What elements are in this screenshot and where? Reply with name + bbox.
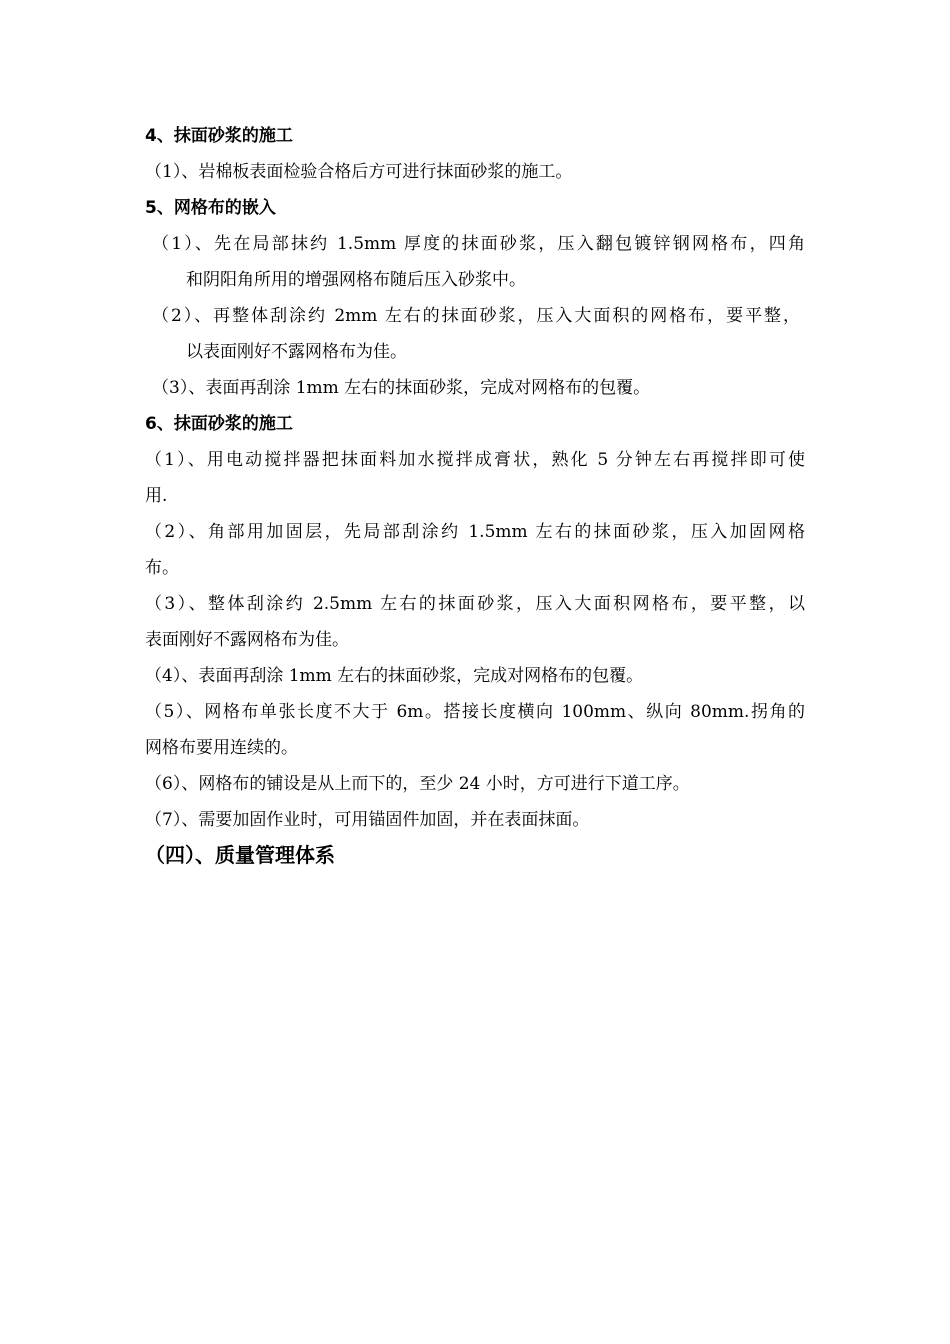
paragraph-line: （3）、整体刮涂约 2.5mm 左右的抹面砂浆，压入大面积网格布，要平整，以 [145,594,805,614]
paragraph-line: 布。 [145,558,179,578]
section-heading-4: 4、抹面砂浆的施工 [145,126,293,146]
paragraph-line: （7）、需要加固作业时，可用锚固件加固，并在表面抹面。 [145,810,590,830]
paragraph-line: （1）、先在局部抹约 1.5mm 厚度的抹面砂浆，压入翻包镀锌钢网格布，四角 [152,234,805,254]
paragraph-line: （3）、表面再刮涂 1mm 左右的抹面砂浆，完成对网格布的包覆。 [152,378,651,398]
paragraph-line: （5）、网格布单张长度不大于 6m。搭接长度横向 100mm、纵向 80mm.拐角的 [145,702,805,722]
section-heading-6: 6、抹面砂浆的施工 [145,414,293,434]
paragraph-line: 用. [145,486,168,506]
paragraph-line: （1）、岩棉板表面检验合格后方可进行抹面砂浆的施工。 [145,162,573,182]
paragraph-line: 以表面刚好不露网格布为佳。 [186,342,407,362]
paragraph-line: （6）、网格布的铺设是从上而下的，至少 24 小时，方可进行下道工序。 [145,774,690,794]
paragraph-line: （1）、用电动搅拌器把抹面料加水搅拌成膏状，熟化 5 分钟左右再搅拌即可使 [145,450,805,470]
paragraph-line: 和阴阳角所用的增强网格布随后压入砂浆中。 [186,270,526,290]
paragraph-line: 表面刚好不露网格布为佳。 [145,630,349,650]
paragraph-line: 网格布要用连续的。 [145,738,298,758]
paragraph-line: （4）、表面再刮涂 1mm 左右的抹面砂浆，完成对网格布的包覆。 [145,666,644,686]
section-heading-5: 5、网格布的嵌入 [145,198,276,218]
paragraph-line: （2）、再整体刮涂约 2mm 左右的抹面砂浆，压入大面积的网格布，要平整， [152,306,800,326]
section-title-quality-management: （四）、质量管理体系 [145,843,335,867]
paragraph-line: （2）、角部用加固层，先局部刮涂约 1.5mm 左右的抹面砂浆，压入加固网格 [145,522,805,542]
